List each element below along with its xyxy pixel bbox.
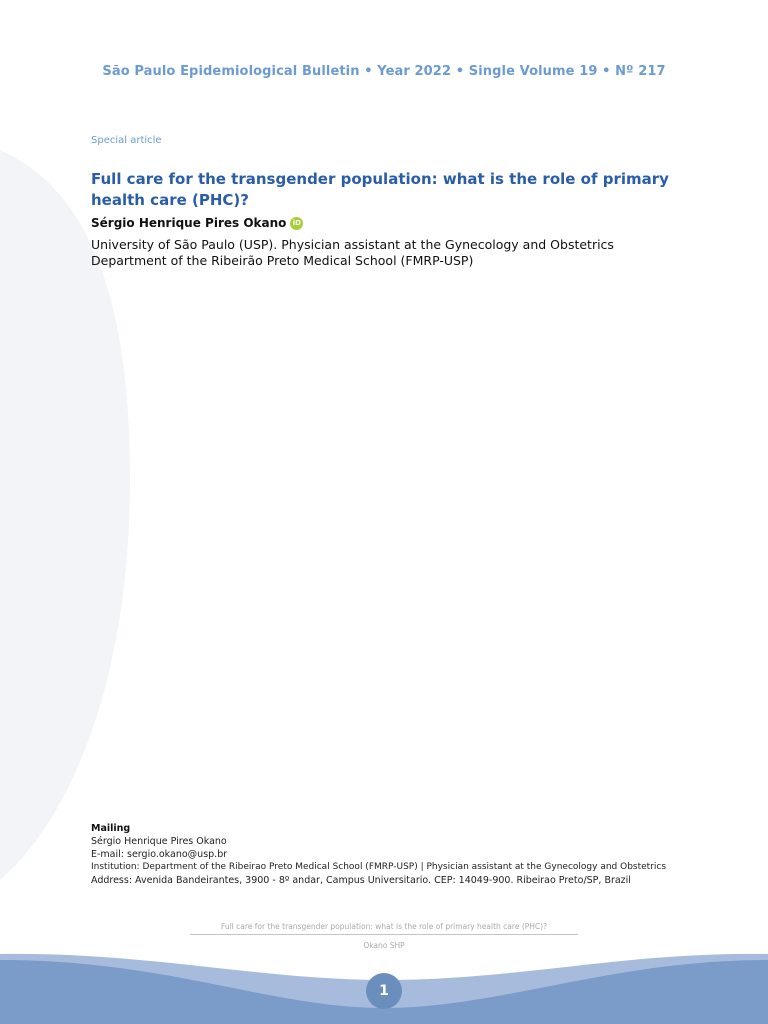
author-affiliation: University of São Paulo (USP). Physician assistant at the Gynecology and Obstetrics Department of the Ribeirão Preto Medical School (FMRP-USP) xyxy=(91,237,614,268)
running-title: Full care for the transgender population: what is the role of primary health care (PHC)? xyxy=(190,922,578,935)
author-name: Sérgio Henrique Pires Okano xyxy=(91,216,287,230)
orcid-icon[interactable]: iD xyxy=(290,217,303,230)
running-author: Okano SHP xyxy=(363,941,405,950)
page-number: 1 xyxy=(366,973,402,1009)
mailing-name: Sérgio Henrique Pires Okano xyxy=(91,836,227,847)
mailing-heading: Mailing xyxy=(91,823,131,834)
mailing-institution: Institution: Department of the Ribeirao Preto Medical School (FMRP-USP) | Physician assistant at the Gynecology and Obstetrics xyxy=(91,862,667,872)
article-title: Full care for the transgender population: what is the role of primary health care (PHC)? xyxy=(91,170,669,209)
author-row xyxy=(91,216,303,230)
article-category: Special article xyxy=(91,135,162,146)
bulletin-header: São Paulo Epidemiological Bulletin • Year 2022 • Single Volume 19 • Nº 217 xyxy=(102,64,666,79)
mailing-block xyxy=(91,822,731,887)
mailing-address: Address: Avenida Bandeirantes, 3900 - 8º andar, Campus Universitario. CEP: 14049-900. Ribeirao Preto/SP, Brazil xyxy=(91,875,631,886)
mailing-email: E-mail: sergio.okano@usp.br xyxy=(91,849,228,860)
